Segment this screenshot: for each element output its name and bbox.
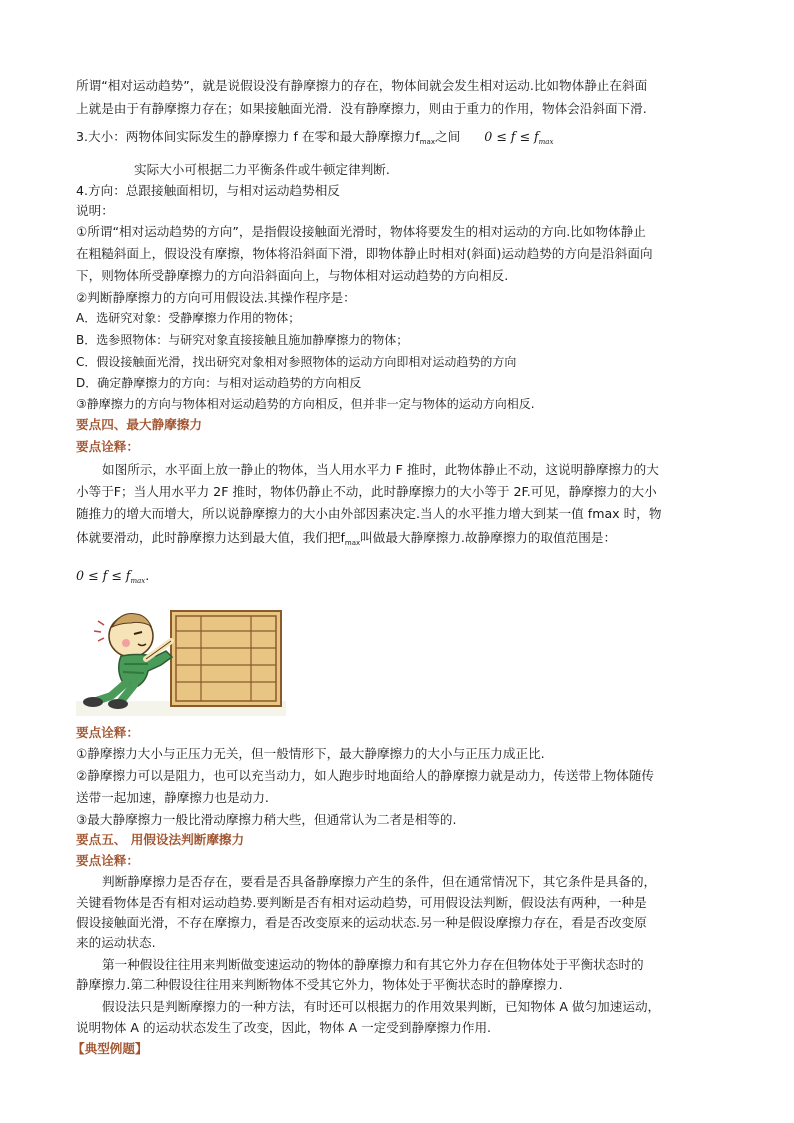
text-part: 叫做最大静摩擦力.故静摩擦力的取值范围是： xyxy=(360,530,617,545)
paragraph-line: 假设法只是判断摩擦力的一种方法，有时还可以根据力的作用效果判断，已知物体 A 做匀加速运动， xyxy=(102,999,661,1014)
cartoon-person xyxy=(83,614,172,709)
list-item: D．确定静摩擦力的方向：与相对运动趋势的方向相反 xyxy=(76,376,362,390)
paragraph-line: 如图所示，水平面上放一静止的物体，当人用水平力 F 推时，此物体静止不动，这说明静摩擦力的大 xyxy=(102,462,659,477)
paragraph-line: 所谓“相对运动趋势”，就是说假设没有静摩擦力的存在，物体间就会发生相对运动.比如物体静止在斜面 xyxy=(76,78,648,93)
paragraph-line: 说明： xyxy=(76,203,114,218)
paragraph-line: ③最大静摩擦力一般比滑动摩擦力稍大些，但通常认为二者是相等的. xyxy=(76,812,457,827)
fmax-subscript: max xyxy=(419,138,435,146)
paragraph-line: ①静摩擦力大小与正压力无关，但一般情形下，最大静摩擦力的大小与正压力成正比. xyxy=(76,746,545,761)
paragraph-line: 判断静摩擦力是否存在，要看是否具备静摩擦力产生的条件，但在通常情况下，其它条件是具备的， xyxy=(102,874,657,889)
paragraph-line: 关键看物体是否有相对运动趋势.要判断是否有相对运动趋势，可用假设法判断，假设法有两种，一种是 xyxy=(76,895,647,910)
fmax-subscript: max xyxy=(344,539,361,547)
formula-subscript: max xyxy=(538,138,554,146)
paragraph-line: ②静摩擦力可以是阻力，也可以充当动力，如人跑步时地面给人的静摩擦力就是动力，传送带上物体随传 xyxy=(76,768,655,783)
size-between: 之间 xyxy=(435,129,461,144)
paragraph-line: 小等于F；当人用水平力 2F 推时，物体仍静止不动，此时静摩擦力的大小等于 2F.可见，静摩擦力的大小 xyxy=(76,484,657,499)
paragraph-line xyxy=(76,527,722,554)
paragraph-line: ③静摩擦力的方向与物体相对运动趋势的方向相反，但并非一定与物体的运动方向相反. xyxy=(76,397,535,411)
subheading: 要点诠释： xyxy=(76,853,139,868)
section-heading: 要点五、 用假设法判断摩擦力 xyxy=(76,832,245,847)
paragraph-line: 说明物体 A 的运动状态发生了改变，因此，物体 A 一定受到静摩擦力作用. xyxy=(76,1020,492,1035)
paragraph-line: 第一种假设往往用来判断做变速运动的物体的静摩擦力和有其它外力存在但物体处于平衡状态时的 xyxy=(102,957,644,972)
formula-text: 0 ≤ f ≤ f xyxy=(76,568,131,583)
paragraph-line: 下，则物体所受静摩擦力的方向沿斜面向上，与物体相对运动趋势的方向相反. xyxy=(76,268,509,283)
paragraph-line: 上就是由于有静摩擦力存在；如果接触面光滑．没有静摩擦力，则由于重力的作用，物体会沿斜面下滑. xyxy=(76,101,647,116)
paragraph-line: ②判断静摩擦力的方向可用假设法.其操作程序是： xyxy=(76,290,356,305)
paragraph-line: 随推力的增大而增大，所以说静摩擦力的大小由外部因素决定.当人的水平推力增大到某一值 fmax 时，物 xyxy=(76,506,662,521)
section-heading: 要点四、最大静摩擦力 xyxy=(76,417,202,432)
paragraph-line: 送带一起加速，静摩擦力也是动力. xyxy=(76,790,269,805)
subheading: 要点诠释： xyxy=(76,725,139,740)
paragraph-line: 假设接触面光滑，不存在摩擦力，看是否改变原来的运动状态.另一种是假设摩擦力存在，看是否改变原 xyxy=(76,915,647,930)
list-item: C．假设接触面光滑，找出研究对象相对参照物体的运动方向即相对运动趋势的方向 xyxy=(76,355,517,369)
wooden-crate xyxy=(171,611,281,706)
paragraph-line: 来的运动状态. xyxy=(76,935,156,950)
example-heading: 【典型例题】 xyxy=(72,1041,148,1056)
pushing-crate-illustration xyxy=(76,601,286,716)
list-item: B．选参照物体：与研究对象直接接触且施加静摩擦力的物体； xyxy=(76,333,409,347)
paragraph-line: 在粗糙斜面上，假设没有摩擦，物体将沿斜面下滑，即物体静止时相对(斜面)运动趋势的方向是沿斜面向 xyxy=(76,246,653,261)
text-part: 体就要滑动，此时静摩擦力达到最大值，我们把f xyxy=(76,530,345,545)
paragraph-line: 实际大小可根据二力平衡条件或牛顿定律判断. xyxy=(134,162,390,177)
subheading: 要点诠释： xyxy=(76,439,139,454)
list-item: A．选研究对象：受静摩擦力作用的物体； xyxy=(76,311,301,325)
paragraph-line: ①所谓“相对运动趋势的方向”，是指假设接触面光滑时，物体将要发生的相对运动的方向.比如物体静止 xyxy=(76,224,646,239)
formula-tail: . xyxy=(145,568,150,583)
paragraph-line: 4.方向：总跟接触面相切，与相对运动趋势相反 xyxy=(76,183,340,198)
size-range-formula: 0 ≤ f ≤ f xyxy=(484,129,539,144)
size-text: 3.大小：两物体间实际发生的静摩擦力 f 在零和最大静摩擦力f xyxy=(76,129,420,144)
size-definition-line xyxy=(76,126,722,153)
range-formula xyxy=(76,565,722,592)
formula-subscript: max xyxy=(130,577,146,585)
paragraph-line: 静摩擦力.第二种假设往往用来判断物体不受其它外力，物体处于平衡状态时的静摩擦力. xyxy=(76,977,563,992)
